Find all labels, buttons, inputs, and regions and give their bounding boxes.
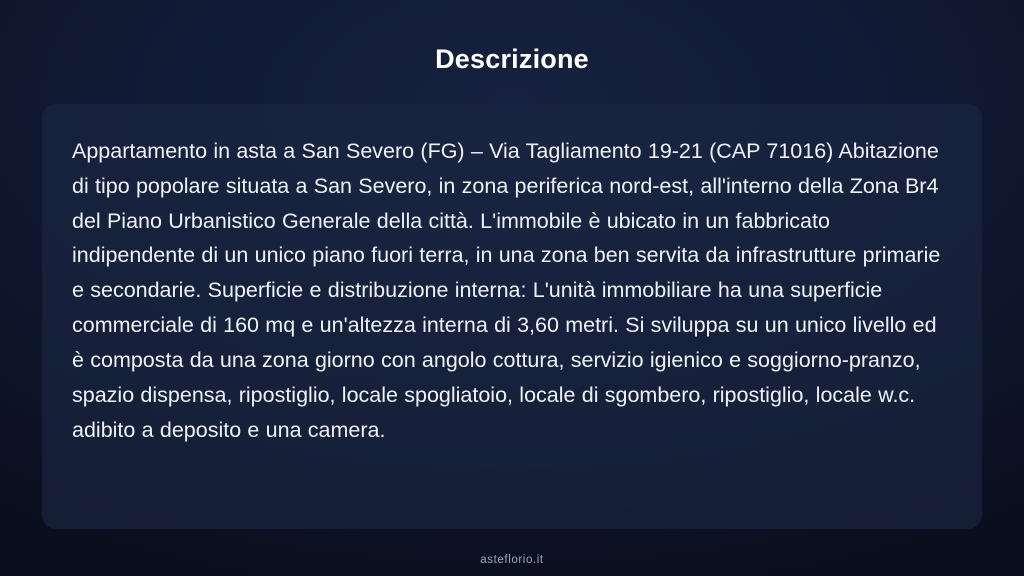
footer-watermark: asteflorio.it — [480, 554, 544, 566]
description-text: Appartamento in asta a San Severo (FG) – Via Tagliamento 19-21 (CAP 71016) Abitazione di tipo popolare situata a San Severo, in zona periferica nord-est, all'interno della Zona Br4 del Piano Urbanistico Generale della città. L'immobile è ubicato in un fabbricato indipendente di un unico piano fuori terra, in una zona ben servita da infrastrutture primarie e secondarie. Superficie e distribuzione interna: L'unità immobiliare ha una superficie commerciale di 160 mq e un'altezza interna di 3,60 metri. Si sviluppa su un unico livello ed è composta da una zona giorno con angolo cottura, servizio igienico e soggiorno-pranzo, spazio dispensa, ripostiglio, locale spogliatoio, locale di sgombero, ripostiglio, locale w.c. adibito a deposito e una camera. — [72, 139, 941, 442]
description-card — [42, 104, 982, 529]
page-title: Descrizione — [435, 44, 589, 74]
